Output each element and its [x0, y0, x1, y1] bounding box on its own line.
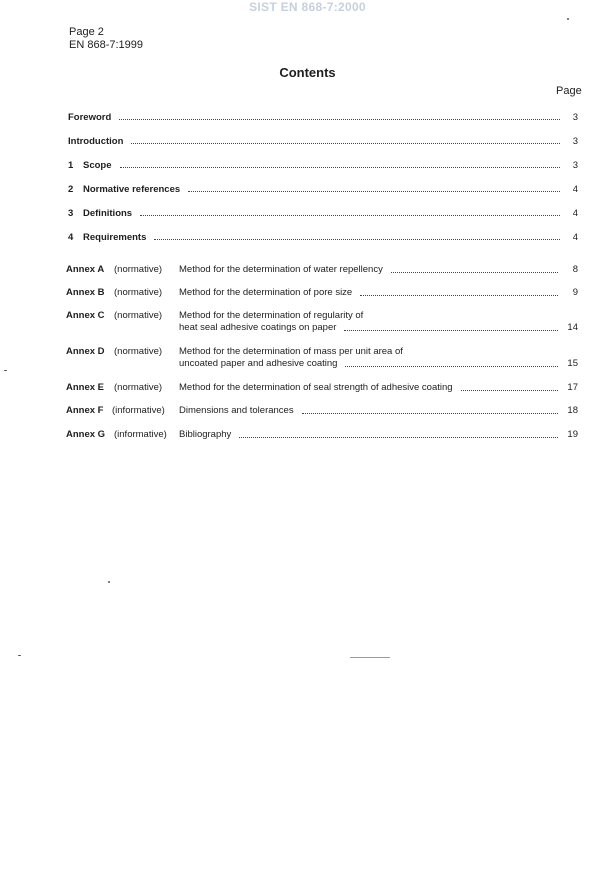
toc-entry-definitions[interactable]: [68, 205, 578, 219]
dot-leader: [302, 413, 558, 414]
annex-name: Annex A: [66, 264, 105, 275]
toc-entry-page: 3: [572, 112, 578, 123]
dot-leader: [360, 295, 558, 296]
scan-speck: [350, 657, 390, 658]
annex-name: Annex B: [66, 287, 105, 298]
annex-page: 18: [567, 405, 578, 416]
annex-title: Method for the determination of water repellency: [179, 264, 383, 275]
toc-annex-f[interactable]: [66, 405, 578, 417]
annex-name: Annex E: [66, 382, 105, 393]
toc-annex-e[interactable]: [66, 382, 578, 394]
annex-type: (normative): [114, 382, 163, 393]
page-header: [69, 26, 143, 52]
toc-entry-page: 4: [572, 232, 578, 243]
toc-entry-label: Scope: [83, 160, 112, 171]
annex-title: Method for the determination of mass per unit area of: [179, 346, 403, 357]
annex-name: Annex F: [66, 405, 104, 416]
toc-annex-d[interactable]: [66, 346, 578, 370]
watermark-text: SIST EN 868-7:2000: [249, 0, 366, 14]
toc-annex-a[interactable]: [66, 264, 578, 276]
annex-page: 8: [572, 264, 578, 275]
toc-entry-label: Requirements: [83, 232, 147, 243]
toc-entry-label: Foreword: [68, 112, 112, 123]
toc-entry-number: 1: [68, 160, 74, 171]
annex-page: 14: [567, 322, 578, 333]
annex-title-continued: heat seal adhesive coatings on paper: [179, 322, 337, 333]
annex-type: (informative): [114, 429, 167, 440]
annex-title-continued: uncoated paper and adhesive coating: [179, 358, 338, 369]
dot-leader: [461, 390, 558, 391]
annex-name: Annex G: [66, 429, 106, 440]
toc-entry-foreword[interactable]: [68, 109, 578, 123]
dot-leader: [345, 366, 558, 367]
dot-leader: [391, 272, 558, 273]
toc-entry-label: Introduction: [68, 136, 124, 147]
annex-title: Bibliography: [179, 429, 232, 440]
toc-annex-b[interactable]: [66, 287, 578, 299]
toc-annex-c[interactable]: [66, 310, 578, 334]
page-column-label: Page: [556, 85, 582, 97]
scan-speck: [108, 581, 110, 583]
contents-title: Contents: [279, 65, 336, 80]
dot-leader: [344, 330, 558, 331]
toc-entry-introduction[interactable]: [68, 133, 578, 147]
toc-entry-page: 4: [572, 184, 578, 195]
toc-entry-page: 3: [572, 160, 578, 171]
annex-type: (normative): [114, 310, 163, 321]
annex-type: (informative): [112, 405, 165, 416]
toc-entry-normative-references[interactable]: [68, 181, 578, 195]
toc-entry-number: 2: [68, 184, 74, 195]
dot-leader: [131, 143, 560, 144]
dot-leader: [120, 167, 560, 168]
scan-speck: [4, 370, 7, 371]
annex-title: Dimensions and tolerances: [179, 405, 294, 416]
scan-speck: [18, 655, 21, 656]
annex-name: Annex D: [66, 346, 105, 357]
standard-reference: EN 868-7:1999: [69, 39, 143, 51]
annex-type: (normative): [114, 287, 163, 298]
toc-entry-page: 4: [572, 208, 578, 219]
dot-leader: [140, 215, 560, 216]
annex-page: 17: [567, 382, 578, 393]
dot-leader: [188, 191, 560, 192]
annex-page: 19: [567, 429, 578, 440]
toc-entry-requirements[interactable]: [68, 229, 578, 243]
toc-entry-scope[interactable]: [68, 157, 578, 171]
annex-type: (normative): [114, 346, 163, 357]
dot-leader: [154, 239, 560, 240]
annex-title: Method for the determination of regularity of: [179, 310, 364, 321]
annex-page: 15: [567, 358, 578, 369]
annex-name: Annex C: [66, 310, 105, 321]
toc-entry-number: 4: [68, 232, 74, 243]
toc-annex-g[interactable]: [66, 429, 578, 441]
toc-entry-number: 3: [68, 208, 74, 219]
annex-title: Method for the determination of seal strength of adhesive coating: [179, 382, 453, 393]
annex-title: Method for the determination of pore size: [179, 287, 353, 298]
annex-page: 9: [572, 287, 578, 298]
toc-entry-label: Definitions: [83, 208, 133, 219]
dot-leader: [239, 437, 558, 438]
scan-speck: [567, 18, 569, 20]
toc-entry-page: 3: [572, 136, 578, 147]
dot-leader: [119, 119, 560, 120]
toc-entry-label: Normative references: [83, 184, 181, 195]
annex-type: (normative): [114, 264, 163, 275]
page-number: Page 2: [69, 26, 104, 38]
